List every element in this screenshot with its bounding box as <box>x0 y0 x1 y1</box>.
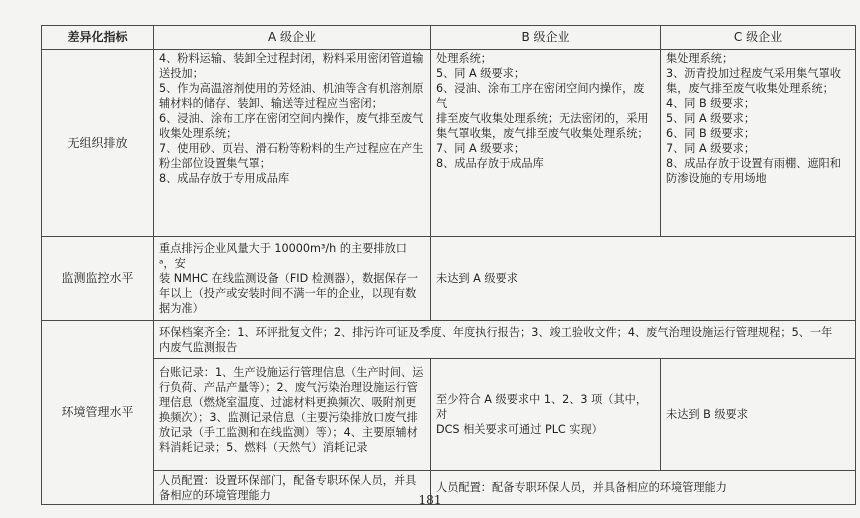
row-monitoring <box>42 237 856 321</box>
text-line: 集气罩收集，废气排至废气收集处理系统； <box>436 127 649 140</box>
text-line: 4、同 B 级要求； <box>666 97 756 110</box>
text-line: DCS 相关要求可通过 PLC 实现） <box>436 423 603 436</box>
text-line: 内废气监测报告 <box>159 341 238 354</box>
ledger-grade-b <box>431 359 661 471</box>
header-row <box>42 26 856 50</box>
header-grade-b: B 级企业 <box>431 26 661 50</box>
text-line: 处理系统； <box>436 52 492 65</box>
text-line: 防渗设施的专用场地 <box>666 172 767 185</box>
text-line: 8、成品存放于成品库 <box>436 157 544 170</box>
text-line: 装 NMHC 在线监测设备（FID 检测器），数据保存一 <box>159 272 419 285</box>
row-archive <box>42 321 856 359</box>
text-line: 8、成品存放于专用成品库 <box>159 172 290 185</box>
text-line: 年以上（投产或安装时间不满一年的企业，以现有数 <box>159 287 417 300</box>
text-line: 3、沥青投加过程废气采用集气罩收 <box>666 67 841 80</box>
text-line: 送投加； <box>159 67 204 80</box>
text-line: 5、同 A 级要求； <box>666 112 756 125</box>
archive-all-grades <box>154 321 856 359</box>
text-line: 料消耗记录；5、燃料（天然气）消耗记录 <box>159 441 368 454</box>
text-line: 6、浸油、涂布工序在密闭空间内操作，废气排至废气 <box>159 112 424 125</box>
text-line: 重点排污企业风量大于 10000m³/h 的主要排放口 ᵃ，安 <box>159 242 411 270</box>
text-line: 8、成品存放于设置有雨棚、遮阳和 <box>666 157 841 170</box>
fugitive-grade-a <box>154 50 431 237</box>
page-number: 181 <box>418 493 442 507</box>
text-line: 排至废气收集处理系统；无法密闭的，采用 <box>436 112 649 125</box>
text-line: 换频次）；3、监测记录信息（主要污染排放口废气排 <box>159 411 418 424</box>
row-label-fugitive: 无组织排放 <box>42 50 154 237</box>
staff-grade-bc: 人员配置：配备专职环保人员，并具备相应的环境管理能力 <box>431 471 856 505</box>
text-line: 集，废气排至废气收集处理系统； <box>666 82 834 95</box>
text-line: 放记录（手工监测和在线监测）等）；4、主要原辅材 <box>159 426 418 439</box>
text-line: 5、同 A 级要求； <box>436 67 526 80</box>
header-indicator: 差异化指标 <box>42 26 154 50</box>
ledger-grade-c: 未达到 B 级要求 <box>661 359 856 471</box>
text-line: 备相应的环境管理能力 <box>159 489 271 502</box>
text-line: 集处理系统； <box>666 52 734 65</box>
text-line: 人员配置：设置环保部门，配备专职环保人员，并具 <box>159 474 417 487</box>
text-line: 6、浸油、涂布工序在密闭空间内操作，废气 <box>436 82 645 110</box>
row-ledger <box>42 359 856 471</box>
text-line: 环保档案齐全：1、环评批复文件；2、排污许可证及季度、年度执行报告；3、竣工验收文件；4、废气治理设施运行管理规程；5、一年 <box>159 326 833 339</box>
text-line: 辅材料的储存、装卸、输送等过程应当密闭； <box>159 97 383 110</box>
header-grade-a: A 级企业 <box>154 26 431 50</box>
row-label-monitoring: 监测监控水平 <box>42 237 154 321</box>
text-line: 收集处理系统； <box>159 127 238 140</box>
text-line: 至少符合 A 级要求中 1、2、3 项（其中，对 <box>436 393 648 421</box>
row-fugitive-emissions <box>42 50 856 237</box>
text-line: 台账记录：1、生产设施运行管理信息（生产时间、运 <box>159 366 424 379</box>
fugitive-grade-b <box>431 50 661 237</box>
row-label-management: 环境管理水平 <box>42 321 154 505</box>
monitoring-grade-bc: 未达到 A 级要求 <box>431 237 856 321</box>
header-grade-c: C 级企业 <box>661 26 856 50</box>
ledger-grade-a <box>154 359 431 471</box>
fugitive-grade-c <box>661 50 856 237</box>
text-line: 6、同 B 级要求； <box>666 127 756 140</box>
text-line: 4、粉料运输、装卸全过程封闭，粉料采用密闭管道输 <box>159 52 424 65</box>
monitoring-grade-a <box>154 237 431 321</box>
text-line: 7、使用砂、页岩、滑石粉等粉料的生产过程应在产生 <box>159 142 424 155</box>
comparison-table <box>41 25 856 505</box>
text-line: 行负荷、产品产量等）；2、废气污染治理设施运行管 <box>159 381 418 394</box>
text-line: 粉尘部位设置集气罩； <box>159 157 271 170</box>
text-line: 7、同 A 级要求； <box>436 142 526 155</box>
text-line: 理信息（燃烧室温度、过滤材料更换频次、吸附剂更 <box>159 396 417 409</box>
text-line: 7、同 A 级要求； <box>666 142 756 155</box>
text-line: 5、作为高温溶剂使用的芳烃油、机油等含有机溶剂原 <box>159 82 424 95</box>
text-line: 据为准） <box>159 302 204 315</box>
